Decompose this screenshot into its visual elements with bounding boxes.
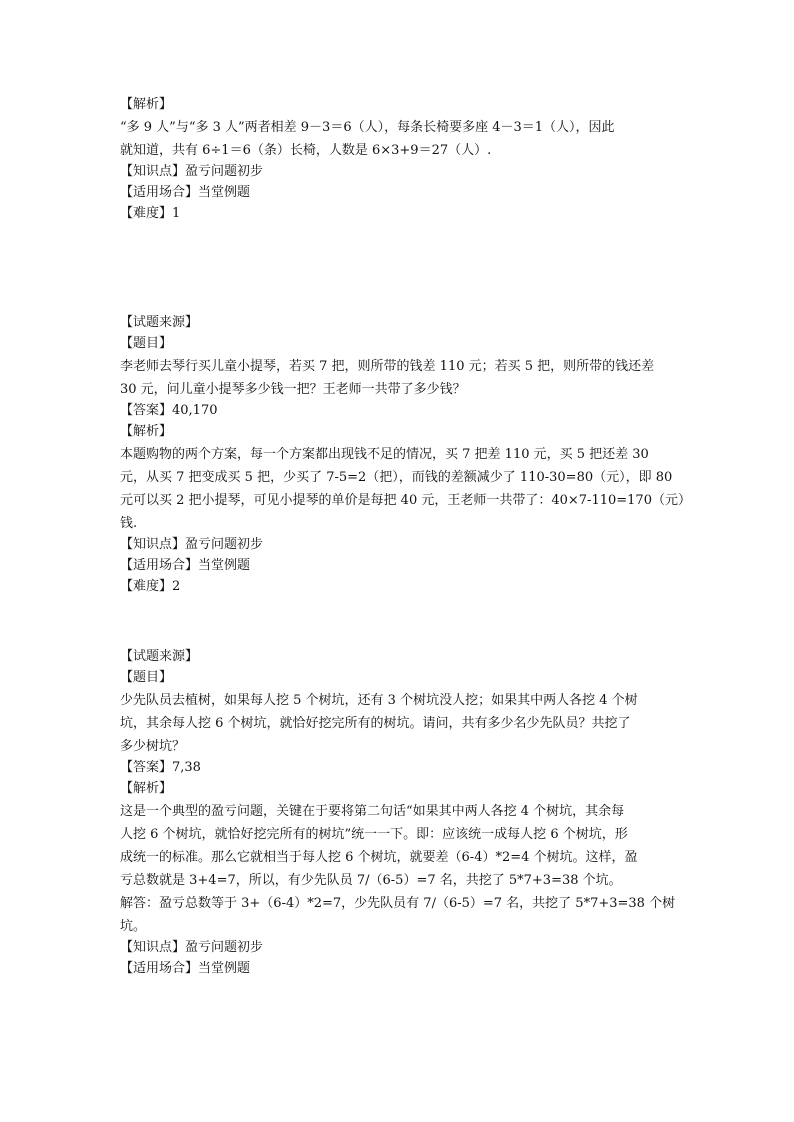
- analysis-text-line: 本题购物的两个方案，每一个方案都出现钱不足的情况，买 7 把差 110 元，买 5 把还差 30: [120, 447, 649, 462]
- usage-scenario: 【适用场合】当堂例题: [120, 558, 251, 573]
- analysis-text-line: 亏总数就是 3+4=7，所以，有少先队员 7/（6-5）=7 名，共挖了 5*7+3=38 个坑。: [120, 873, 622, 888]
- problem-block-2: [120, 312, 691, 597]
- question-text-line: 30 元，问儿童小提琴多少钱一把？王老师一共带了多少钱？: [120, 382, 466, 397]
- solution-text-line: 解答：盈亏总数等于 3+（6-4）*2=7，少先队员有 7/（6-5）=7 名，共挖了 5*7+3=38 个树: [120, 896, 676, 911]
- analysis-block-1: [120, 94, 680, 224]
- difficulty-level: 【难度】2: [120, 579, 181, 594]
- answer-line: 【答案】7,38: [120, 760, 201, 775]
- analysis-text-line: 这是一个典型的盈亏问题，关键在于要将第二句话“如果其中两人各挖 4 个树坑，其余每: [120, 804, 625, 819]
- section-label-jiexi: 【解析】: [120, 424, 173, 439]
- analysis-text-line: 就知道，共有 6÷1＝6（条）长椅，人数是 6×3+9＝27（人）.: [120, 143, 492, 158]
- question-title-label: 【题目】: [120, 670, 173, 685]
- answer-line: 【答案】40,170: [120, 403, 218, 418]
- analysis-text-line: “多 9 人”与“多 3 人”两者相差 9－3＝6（人），每条长椅要多座 4－3＝1（人），因此: [120, 120, 615, 135]
- question-source-label: 【试题来源】: [120, 649, 199, 664]
- section-label-jiexi: 【解析】: [120, 781, 173, 796]
- analysis-text-line: 人挖 6 个树坑，就恰好挖完所有的树坑”统一一下。即：应该统一成每人挖 6 个树坑，形: [120, 827, 628, 842]
- analysis-text-line: 元可以买 2 把小提琴，可见小提琴的单价是每把 40 元，王老师一共带了：40×7-110=170（元）: [120, 493, 691, 508]
- question-text-line: 少先队员去植树，如果每人挖 5 个树坑，还有 3 个树坑没人挖；如果其中两人各挖 4 个树: [120, 693, 638, 708]
- difficulty-level: 【难度】1: [120, 206, 181, 221]
- question-text-line: 坑，其余每人挖 6 个树坑，就恰好挖完所有的树坑。请问，共有多少名少先队员？共挖了: [120, 716, 631, 731]
- section-label-jiexi: 【解析】: [120, 97, 173, 112]
- problem-block-3: [120, 646, 680, 979]
- knowledge-point: 【知识点】盈亏问题初步: [120, 537, 264, 552]
- knowledge-point: 【知识点】盈亏问题初步: [120, 940, 264, 955]
- question-title-label: 【题目】: [120, 336, 173, 351]
- usage-scenario: 【适用场合】当堂例题: [120, 185, 251, 200]
- question-text-line: 多少树坑？: [120, 739, 186, 754]
- analysis-text-line: 成统一的标准。那么它就相当于每人挖 6 个树坑，就要差（6-4）*2=4 个树坑。这样，盈: [120, 850, 638, 865]
- analysis-text-line: 钱.: [120, 516, 138, 531]
- knowledge-point: 【知识点】盈亏问题初步: [120, 164, 264, 179]
- question-source-label: 【试题来源】: [120, 315, 199, 330]
- question-text-line: 李老师去琴行买儿童小提琴，若买 7 把，则所带的钱差 110 元；若买 5 把，则所带的钱还差: [120, 359, 655, 374]
- analysis-text-line: 元，从买 7 把变成买 5 把，少买了 7-5=2（把），而钱的差额减少了 110-30=80（元），即 80: [120, 470, 673, 485]
- usage-scenario: 【适用场合】当堂例题: [120, 961, 251, 976]
- solution-text-line: 坑。: [120, 919, 147, 934]
